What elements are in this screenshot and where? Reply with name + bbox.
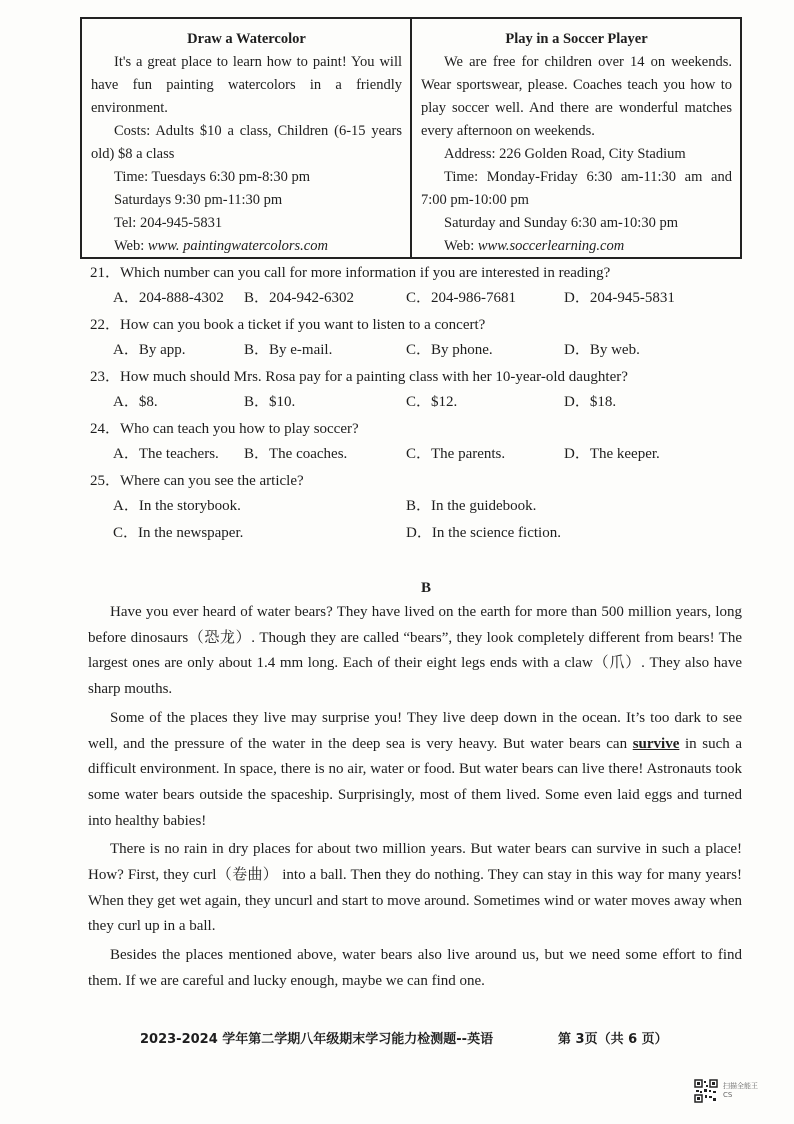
passage-paragraph-2 [88,706,742,835]
section-letter: B [420,580,431,596]
option-b: B．In the guidebook. [406,498,537,514]
option-c: C．In the newspaper. [113,525,244,541]
passage-paragraph-1: Have you ever heard of water bears? They have lived on the earth for more than 500 million years, long before dinosaurs（恐龙）. Though they are called “bears”, they look completely different from bears! The largest ones are only about 1.4 mm long. Each of their eight legs ends with a claw（爪）. They also have sharp mouths. [88,604,742,698]
page-number: 第 3页（共 6 页） [558,1032,668,1047]
question-25 [90,469,760,548]
question-options [90,338,760,365]
scanner-name: 扫描全能王 [723,1082,758,1090]
ad-time: Time: Monday-Friday 6:30 am-11:30 am and 7:00 pm-10:00 pm [421,169,732,208]
option-c: C．204-986-7681 [406,290,516,306]
option-a: A．By app. [113,342,186,358]
scanner-brand [723,1082,758,1100]
ad-title: Play in a Soccer Player [505,31,648,47]
paragraph-text: in such a difficult environment. In space, there is no air, water or food. But water bears can live there! Astronauts took some water bears outside the spaceship. Surprisingly, most of them lived. Some even laid eggs and turned into healthy babies! [88,735,742,829]
ad-web-label: Web: [444,238,478,254]
passage-paragraph-4: Besides the places mentioned above, water bears also live around us, but we need some effort to find them. If we are careful and lucky enough, maybe we can find one. [88,947,742,989]
ad-title: Draw a Watercolor [187,31,306,47]
option-d: D．204-945-5831 [564,290,675,306]
option-a: A．204-888-4302 [113,290,224,306]
passage-paragraph-3: There is no rain in dry places for about two million years. But water bears can survive in such a place! How? First, they curl（卷曲） into a ball. Then they do nothing. They can stay in this way for many years! When they get wet again, they uncurl and start to move around. Sometimes wind or water moves away when they curl up in a ball. [88,841,742,935]
question-options [90,442,760,469]
question-options [90,521,760,548]
question-24 [90,417,760,469]
ad-soccer [410,19,740,257]
questions [90,261,760,548]
option-b: B．The coaches. [244,446,348,462]
question-23 [90,365,760,417]
question-stem: 23．How much should Mrs. Rosa pay for a painting class with her 10-year-old daughter? [90,369,628,385]
ad-web [421,235,732,258]
scanner-watermark [694,1079,758,1103]
exam-title: 2023-2024 学年第二学期八年级期末学习能力检测题--英语 [140,1032,494,1047]
ad-costs: Costs: Adults $10 a class, Children (6-15 years old) $8 a class [91,123,402,162]
ad-address: Address: 226 Golden Road, City Stadium [444,146,686,162]
passage-b [88,576,742,998]
ad-watercolor [82,19,410,257]
scanner-logo: CS [723,1091,733,1099]
ad-time-saturday: Saturdays 9:30 pm-11:30 pm [114,192,283,208]
ad-tel: Tel: 204-945-5831 [114,215,223,231]
question-stem: 21．Which number can you call for more information if you are interested in reading? [90,265,611,281]
ad-intro: We are free for children over 14 on weekends. Wear sportswear, please. Coaches teach you how to play soccer well. And there are wonderful matches every afternoon on weekends. [421,54,732,139]
question-options [90,494,760,521]
ad-intro: It's a great place to learn how to paint! You will have fun painting watercolors in a friendly environment. [91,54,402,116]
ads-table [80,17,742,259]
qr-code-icon [694,1079,718,1103]
paragraph-text: Some of the places they live may surprise you! They live deep down in the ocean. It’s too dark to see well, and the pressure of the water in the deep sea is very heavy. But water bears can [88,709,742,752]
option-a: A．The teachers. [113,446,219,462]
option-b: B．By e-mail. [244,342,333,358]
question-options [90,286,760,313]
option-d: D．In the science fiction. [406,525,561,541]
question-options [90,390,760,417]
ad-web-url: www. paintingwatercolors.com [147,238,328,254]
option-c: C．By phone. [406,342,493,358]
option-a: A．$8. [113,394,158,410]
ad-web-label: Web: [114,238,148,254]
option-d: D．By web. [564,342,640,358]
ad-web [91,235,402,258]
option-b: B．$10. [244,394,296,410]
question-stem: 25．Where can you see the article? [90,473,304,489]
option-c: C．The parents. [406,446,506,462]
question-21 [90,261,760,313]
keyword-survive: survive [632,735,680,752]
question-stem: 24．Who can teach you how to play soccer? [90,421,359,437]
question-stem: 22．How can you book a ticket if you want to listen to a concert? [90,317,486,333]
ad-time: Time: Tuesdays 6:30 pm-8:30 pm [114,169,311,185]
ad-time-weekend: Saturday and Sunday 6:30 am-10:30 pm [444,215,678,231]
page-footer [140,1028,740,1047]
option-b: B．204-942-6302 [244,290,354,306]
option-a: A．In the storybook. [113,498,241,514]
option-d: D．The keeper. [564,446,660,462]
option-d: D．$18. [564,394,617,410]
ad-web-url: www.soccerlearning.com [477,238,625,254]
question-22 [90,313,760,365]
option-c: C．$12. [406,394,458,410]
